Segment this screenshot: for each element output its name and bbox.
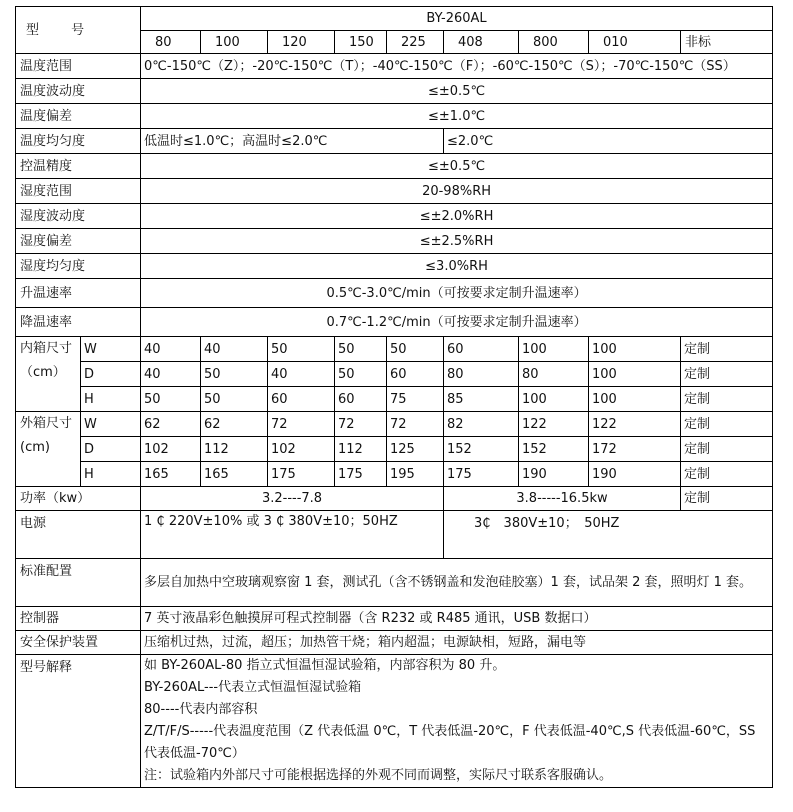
row-temp-dev [16,104,773,129]
inner-dim-value: 50 [141,387,201,412]
row-temp-range [16,54,773,79]
spec-table [15,6,773,788]
outer-dim-value: 122 [589,412,681,437]
row-inner-h [16,387,773,412]
temp-dev-label: 温度偏差 [16,104,141,129]
outer-dim-value: 112 [201,437,268,462]
model-header-label: 型 号 [16,7,141,54]
row-hum-fluct [16,204,773,229]
model-number-cell: 010 [589,31,681,54]
outer-dim-key: W [81,412,141,437]
controller-label: 控制器 [16,607,141,631]
model-explain-body [141,655,773,788]
row-outer-w [16,412,773,437]
outer-custom: 定制 [681,462,773,487]
power-range-a: 3.2----7.8 [141,487,444,511]
outer-dim-value: 175 [268,462,335,487]
outer-dim-value: 175 [444,462,519,487]
row-ctrl-acc [16,154,773,179]
row-temp-fluct [16,79,773,104]
power-label: 功率（kw） [16,487,141,511]
spec-table-body [16,7,773,788]
inner-size-label: 内箱尺寸（cm） [16,337,81,412]
inner-dim-value: 80 [519,362,589,387]
temp-dev-value: ≤±1.0℃ [141,104,773,129]
outer-dim-value: 190 [519,462,589,487]
model-explain-line: 如 BY-260AL-80 指立式恒温恒湿试验箱，内部容积为 80 升。 [144,658,506,673]
heat-rate-label: 升温速率 [16,279,141,308]
safety-value: 压缩机过热，过流，超压；加热管干烧；箱内超温；电源缺相，短路，漏电等 [141,631,773,655]
row-hum-range [16,179,773,204]
inner-custom: 定制 [681,362,773,387]
power-custom: 定制 [681,487,773,511]
supply-a: 1 ₵ 220V±10% 或 3 ₵ 380V±10；50HZ [141,511,444,559]
temp-uniform-label: 温度均匀度 [16,129,141,154]
row-safety [16,631,773,655]
row-inner-d [16,362,773,387]
inner-dim-value: 100 [589,387,681,412]
temp-uniform-high: ≤2.0℃ [444,129,773,154]
supply-label: 电源 [16,511,141,559]
model-number-cell: 非标 [681,31,773,54]
hum-fluct-value: ≤±2.0%RH [141,204,773,229]
model-explain-line: Z/T/F/S-----代表温度范围（Z 代表低温 0℃，T 代表低温-20℃，F 代表低温-40℃,S 代表低温-60℃，SS 代表低温-70℃） [144,724,756,761]
model-number-cell: 150 [335,31,387,54]
inner-dim-value: 50 [201,362,268,387]
inner-dim-value: 85 [444,387,519,412]
cool-rate-label: 降温速率 [16,308,141,337]
config-value: 多层自加热中空玻璃观察窗 1 套，测试孔（含不锈钢盖和发泡硅胶塞）1 套，试品架 2 套，照明灯 1 套。 [141,559,773,607]
outer-dim-value: 122 [519,412,589,437]
hum-dev-label: 湿度偏差 [16,229,141,254]
inner-dim-value: 60 [335,387,387,412]
outer-size-label: 外箱尺寸(cm) [16,412,81,487]
row-cool-rate [16,308,773,337]
row-hum-dev [16,229,773,254]
inner-custom: 定制 [681,387,773,412]
outer-dim-value: 62 [201,412,268,437]
series-name: BY-260AL [141,7,773,31]
row-inner-w [16,337,773,362]
outer-dim-value: 165 [201,462,268,487]
inner-dim-value: 100 [519,337,589,362]
model-explain-line: BY-260AL---代表立式恒温恒湿试验箱 [144,680,362,695]
inner-dim-value: 50 [201,387,268,412]
inner-dim-value: 60 [268,387,335,412]
inner-dim-key: D [81,362,141,387]
temp-range-label: 温度范围 [16,54,141,79]
model-number-cell: 80 [141,31,201,54]
row-supply [16,511,773,559]
outer-dim-value: 165 [141,462,201,487]
inner-dim-value: 50 [387,337,444,362]
model-number-cell: 100 [201,31,268,54]
safety-label: 安全保护装置 [16,631,141,655]
model-explain-label: 型号解释 [16,655,141,788]
inner-dim-value: 50 [335,337,387,362]
inner-dim-key: W [81,337,141,362]
outer-dim-value: 152 [444,437,519,462]
hum-uniform-value: ≤3.0%RH [141,254,773,279]
row-outer-h [16,462,773,487]
row-outer-d [16,437,773,462]
inner-dim-value: 100 [519,387,589,412]
outer-dim-value: 72 [268,412,335,437]
inner-dim-value: 60 [387,362,444,387]
inner-dim-value: 40 [268,362,335,387]
inner-dim-value: 40 [201,337,268,362]
outer-dim-value: 190 [589,462,681,487]
row-hum-uniform [16,254,773,279]
model-number-cell: 408 [444,31,519,54]
inner-dim-value: 60 [444,337,519,362]
row-model-explain [16,655,773,788]
controller-value: 7 英寸液晶彩色触摸屏可程式控制器（含 R232 或 R485 通讯，USB 数据口） [141,607,773,631]
inner-dim-value: 40 [141,362,201,387]
row-heat-rate [16,279,773,308]
cool-rate-value: 0.7℃-1.2℃/min（可按要求定制升温速率） [141,308,773,337]
outer-dim-value: 175 [335,462,387,487]
inner-dim-value: 40 [141,337,201,362]
model-number-cell: 120 [268,31,335,54]
outer-custom: 定制 [681,412,773,437]
inner-dim-key: H [81,387,141,412]
inner-dim-value: 50 [335,362,387,387]
inner-custom: 定制 [681,337,773,362]
row-controller [16,607,773,631]
row-power [16,487,773,511]
model-explain-line: 注：试验箱内外部尺寸可能根据选择的外观不同而调整，实际尺寸联系客服确认。 [144,768,613,783]
inner-dim-value: 100 [589,362,681,387]
inner-dim-value: 100 [589,337,681,362]
row-temp-uniform [16,129,773,154]
hum-range-label: 湿度范围 [16,179,141,204]
outer-dim-value: 152 [519,437,589,462]
ctrl-acc-label: 控温精度 [16,154,141,179]
hum-dev-value: ≤±2.5%RH [141,229,773,254]
supply-b: 3₵ 380V±10； 50HZ [444,511,773,559]
outer-dim-value: 112 [335,437,387,462]
heat-rate-value: 0.5℃-3.0℃/min（可按要求定制升温速率） [141,279,773,308]
ctrl-acc-value: ≤±0.5℃ [141,154,773,179]
row-config [16,559,773,607]
model-number-cell: 225 [387,31,444,54]
model-explain-line: 80----代表内部容积 [144,702,258,717]
hum-fluct-label: 湿度波动度 [16,204,141,229]
inner-dim-value: 80 [444,362,519,387]
outer-dim-value: 195 [387,462,444,487]
outer-custom: 定制 [681,437,773,462]
outer-dim-value: 72 [387,412,444,437]
inner-dim-value: 50 [268,337,335,362]
temp-uniform-low: 低温时≤1.0℃；高温时≤2.0℃ [141,129,444,154]
outer-dim-value: 72 [335,412,387,437]
outer-dim-value: 172 [589,437,681,462]
model-explain-lines [144,655,769,787]
outer-dim-value: 125 [387,437,444,462]
hum-range-value: 20-98%RH [141,179,773,204]
config-label: 标准配置 [16,559,141,607]
power-range-b: 3.8-----16.5kw [444,487,681,511]
temp-fluct-value: ≤±0.5℃ [141,79,773,104]
outer-dim-value: 82 [444,412,519,437]
outer-dim-value: 102 [268,437,335,462]
temp-fluct-label: 温度波动度 [16,79,141,104]
hum-uniform-label: 湿度均匀度 [16,254,141,279]
outer-dim-key: H [81,462,141,487]
inner-dim-value: 75 [387,387,444,412]
outer-dim-value: 62 [141,412,201,437]
outer-dim-key: D [81,437,141,462]
outer-dim-value: 102 [141,437,201,462]
temp-range-value: 0℃-150℃（Z）；-20℃-150℃（T）；-40℃-150℃（F）；-60℃-150℃（S）；-70℃-150℃（SS） [141,54,773,79]
model-number-cell: 800 [519,31,589,54]
